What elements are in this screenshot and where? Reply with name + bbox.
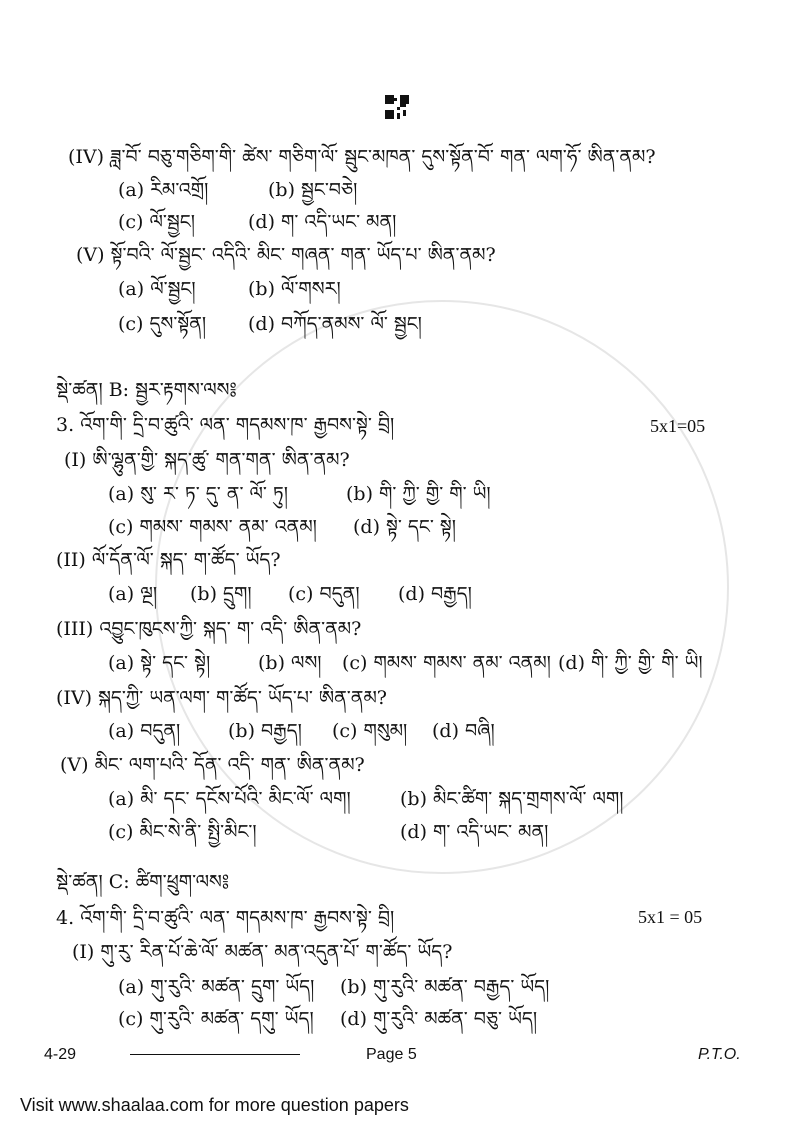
- options-row: (a) གུ་རུའི་ མཚན་ དྲུག་ ཡོད། (b) གུ་རུའི་ མཚན་ བརྒྱད་ ཡོད།: [118, 976, 550, 998]
- options-row: (a) སྟེ་ དང་ སྟེ། (b) ལས། (c) གམས་ གམས་ ནམ་ འནམ། (d) གི་ ཀྱི་ གྱི་ གི་ ཡི།: [108, 652, 703, 674]
- marks-label: 5x1 = 05: [638, 907, 703, 927]
- options-row: (a) རིམ་འགྲོ། (b) སྦྱང་བཅེ།: [118, 179, 358, 201]
- options-row: (c) དུས་སྟོན། (d) བཀོད་ནམས་ ལོ་ སྦྱང།: [118, 313, 422, 335]
- options-row: (c) ལོ་སྦྱང། (d) ག་ འདི་ཡང་ མན།: [118, 211, 397, 233]
- question-text: (V) སྟོ་བའི་ ལོ་སྦྱང་ འདིའི་ མིང་ གཞན་ གན་ ཡོད་པ་ ཨིན་ནམ?: [76, 244, 496, 266]
- page-code: 4-29: [44, 1046, 77, 1063]
- question-text: (II) ལོ་དོན་ལོ་ སྐད་ ག་ཚོད་ ཡོད?: [56, 549, 281, 571]
- options-row: (a) བདུན། (b) བརྒྱད། (c) གསུམ། (d) བཞི།: [108, 720, 495, 742]
- options-row: (c) གམས་ གམས་ ནམ་ འནམ། (d) སྟེ་ དང་ སྟེ།: [108, 516, 457, 538]
- question-text: (III) འབྱུང་ཁུངས་ཀྱི་ སྐད་ ག་ འདི་ ཨིན་ནམ?: [56, 618, 362, 640]
- options-row: (c) མིང་སེ་ནི་ སྤྱི་མིང་། (d) ག་ འདི་ཡང་ མན།: [108, 821, 549, 843]
- options-row: (a) ལྔ། (b) དྲུག། (c) བདུན། (d) བརྒྱད།: [108, 583, 472, 605]
- options-row: (a) ལོ་སྦྱང། (b) ལོ་གསར།: [118, 278, 341, 300]
- pto-label: P.T.O.: [698, 1046, 741, 1063]
- options-row: (a) མི་ དང་ དངོས་པོའི་ མིང་ལོ་ ལག། (b) མིང་ཚིག་ སྐད་གྲགས་ལོ་ ལག།: [108, 788, 624, 810]
- options-row: (a) སུ་ ར་ ཏ་ དུ་ ན་ ལོ་ ཏུ། (b) གི་ ཀྱི་ གྱི་ གི་ ཡི།: [108, 483, 491, 505]
- section-heading: སྡེ་ཚན། C: ཚིག་ཕྲུག་ལས༔: [56, 871, 230, 893]
- question-instruction: 4. འོག་གི་ དྲི་བ་ཚུའི་ ལན་ གདམས་ཁ་ རྒྱབས་སྟེ་ བྲི།: [56, 907, 395, 929]
- question-text: (I) གུ་རུ་ རིན་པོ་ཆེ་ལོ་ མཚན་ མན་འདུན་པོ་ ག་ཚོད་ ཡོད?: [72, 941, 453, 963]
- marks-label: 5x1=05: [650, 416, 706, 436]
- question-text: (I) ཨི་ལྷུན་གྱི་ སྐད་ཚུ་ གན་གན་ ཨིན་ནམ?: [64, 449, 350, 471]
- question-text: (V) མིང་ ལག་པའི་ དོན་ འདི་ གན་ ཨིན་ནམ?: [60, 754, 365, 776]
- qr-code-icon: [385, 95, 409, 119]
- options-row: (c) གུ་རུའི་ མཚན་ དགུ་ ཡོད། (d) གུ་རུའི་ མཚན་ བཅུ་ ཡོད།: [118, 1008, 538, 1030]
- question-instruction: 3. འོག་གི་ དྲི་བ་ཚུའི་ ལན་ གདམས་ཁ་ རྒྱབས་སྟེ་ བྲི།: [56, 414, 395, 436]
- question-text: (IV) སྐད་ཀྱི་ ཡན་ལག་ ག་ཚོད་ ཡོད་པ་ ཨིན་ནམ?: [56, 687, 387, 709]
- page-number: Page 5: [366, 1046, 417, 1063]
- visit-link[interactable]: Visit www.shaalaa.com for more question papers: [20, 1095, 409, 1115]
- question-text: (IV) ཟླ་བོ་ བཅུ་གཅིག་གི་ ཚེས་ གཅིག་ལོ་ སྦུང་མཁན་ དུས་སྟོན་བོ་ གན་ ལག་ཧོ་ ཨིན་ནམ?: [68, 146, 656, 168]
- section-heading: སྡེ་ཚན། B: སྦྱར་རྟགས་ལས༔: [56, 379, 237, 401]
- footer-rule: [130, 1054, 300, 1055]
